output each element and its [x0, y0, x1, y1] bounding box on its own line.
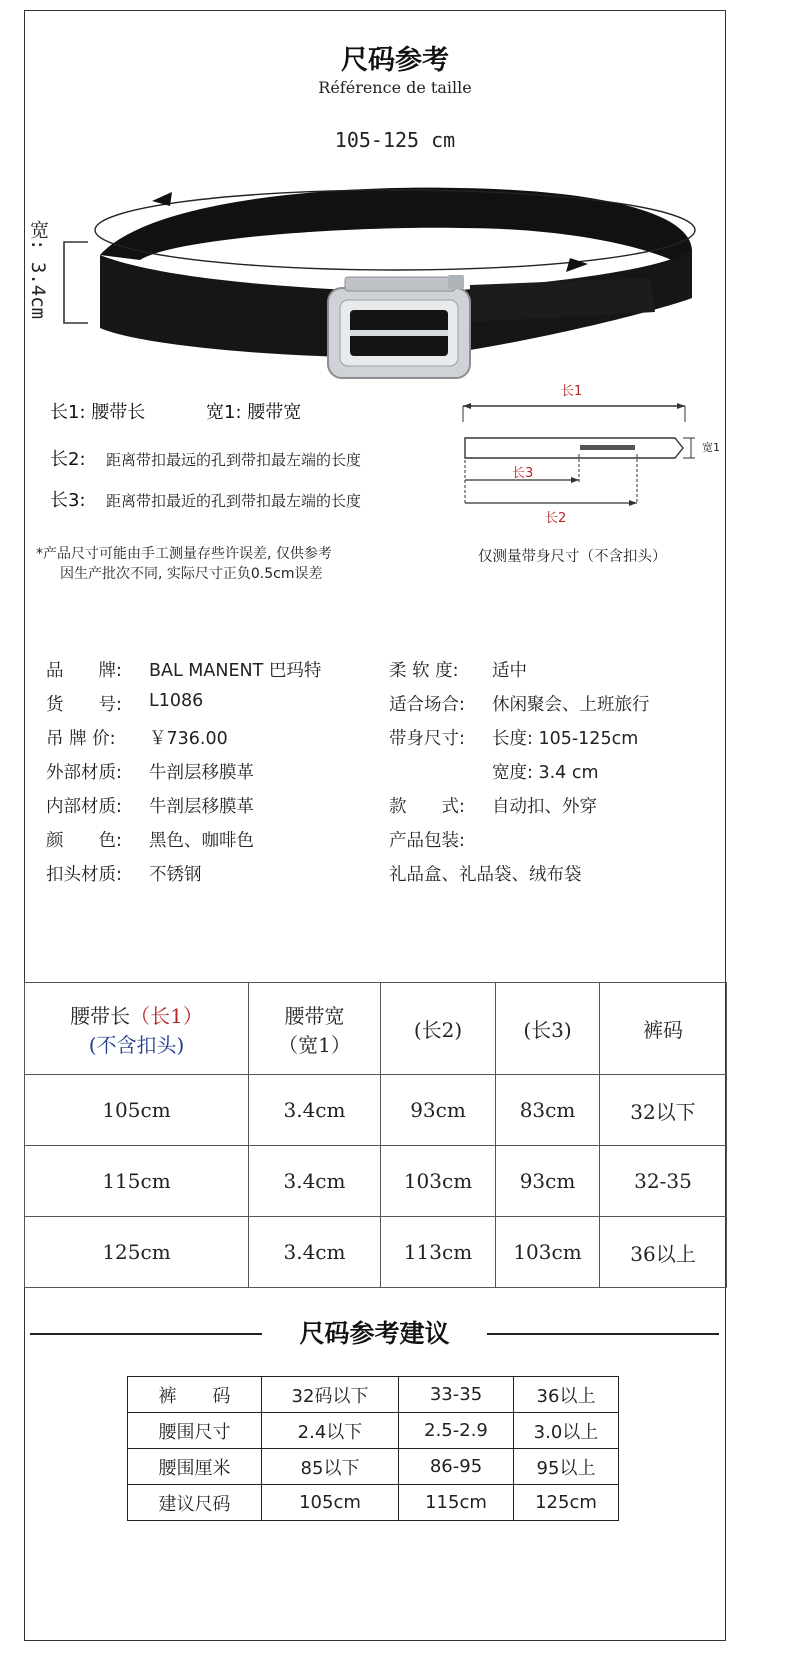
buckle-bar: [350, 330, 448, 336]
width-label: 宽: 3.4cm: [27, 220, 49, 320]
advice-cell: 裤 码: [128, 1377, 262, 1413]
table-header-row: [25, 983, 727, 1075]
advice-cell: 2.5-2.9: [399, 1413, 514, 1449]
def-l2-key: 长2:: [50, 449, 86, 470]
advice-cell: 建议尺码: [128, 1485, 262, 1521]
advice-cell: 36以上: [514, 1377, 619, 1413]
advice-title: 尺码参考建议: [299, 1319, 450, 1348]
spec-key: 扣头材质:: [46, 865, 122, 885]
table-row: [25, 1075, 727, 1146]
spec-value: 适中: [492, 661, 527, 681]
note-line-2: 因生产批次不同, 实际尺寸正负0.5cm误差: [60, 566, 323, 582]
arrow-head: [152, 192, 172, 206]
advice-cell: 95以上: [514, 1449, 619, 1485]
buckle-clip: [448, 275, 464, 289]
spec-value: 牛剖层移膜革: [149, 797, 254, 817]
strap-outline: [465, 438, 683, 458]
table-cell: 83cm: [496, 1075, 600, 1146]
spec-value: L1086: [149, 691, 204, 711]
spec-value: 牛剖层移膜革: [149, 763, 254, 783]
header-text: （长1）: [130, 1003, 203, 1028]
advice-row: [128, 1377, 619, 1413]
advice-cell: 33-35: [399, 1377, 514, 1413]
advice-cell: 105cm: [262, 1485, 399, 1521]
spec-value: 自动扣、外穿: [492, 797, 597, 817]
advice-row: [128, 1413, 619, 1449]
spec-value: ￥736.00: [149, 729, 228, 749]
belt-illustration: [0, 160, 790, 400]
header-text: 腰带宽: [284, 1003, 345, 1028]
buckle-top: [345, 277, 455, 291]
diagram-l1-label: 长1: [561, 384, 583, 399]
table-cell: 32-35: [600, 1146, 727, 1217]
table-row: [25, 1146, 727, 1217]
advice-cell: 125cm: [514, 1485, 619, 1521]
diagram-l3-label: 长3: [512, 466, 534, 481]
advice-table: [127, 1376, 619, 1521]
page-subtitle: Référence de taille: [318, 78, 472, 97]
advice-cell: 115cm: [399, 1485, 514, 1521]
advice-cell: 腰围尺寸: [128, 1413, 262, 1449]
advice-cell: 3.0以上: [514, 1413, 619, 1449]
advice-rule-left: [30, 1333, 262, 1335]
header-cell: 裤码: [600, 983, 727, 1075]
table-cell: 103cm: [381, 1146, 496, 1217]
table-cell: 32以下: [600, 1075, 727, 1146]
arrow-head: [566, 258, 588, 272]
spec-key: 吊 牌 价:: [46, 729, 116, 749]
advice-cell: 32码以下: [262, 1377, 399, 1413]
spec-key: 品 牌:: [46, 661, 122, 681]
header-cell: (长3): [496, 983, 600, 1075]
spec-key: 货 号:: [46, 695, 122, 715]
header-cell: [25, 983, 249, 1075]
table-cell: 103cm: [496, 1217, 600, 1288]
header-cell: (长2): [381, 983, 496, 1075]
advice-cell: 86-95: [399, 1449, 514, 1485]
size-table: [24, 982, 727, 1288]
strap-diagram: [455, 376, 735, 526]
header-cell: [249, 983, 381, 1075]
def-l3-text: 距离带扣最近的孔到带扣最左端的长度: [106, 492, 362, 510]
width-bracket: [64, 242, 88, 323]
table-cell: 93cm: [381, 1075, 496, 1146]
table-cell: 115cm: [25, 1146, 249, 1217]
advice-cell: 85以下: [262, 1449, 399, 1485]
spec-value: 不锈钢: [149, 865, 202, 885]
diagram-w1-label: 宽1: [702, 441, 720, 454]
table-cell: 3.4cm: [249, 1217, 381, 1288]
spec-key: 产品包装:: [389, 831, 465, 851]
table-cell: 105cm: [25, 1075, 249, 1146]
spec-value: 休闲聚会、上班旅行: [492, 695, 650, 715]
table-cell: 3.4cm: [249, 1075, 381, 1146]
length-range: 105-125 cm: [334, 128, 456, 152]
advice-cell: 2.4以下: [262, 1413, 399, 1449]
advice-row: [128, 1485, 619, 1521]
advice-row: [128, 1449, 619, 1485]
def-l3-key: 长3:: [50, 490, 86, 511]
spec-key: 款 式:: [389, 797, 465, 817]
spec-key: 柔 软 度:: [389, 661, 459, 681]
advice-cell: 腰围厘米: [128, 1449, 262, 1485]
page-title: 尺码参考: [341, 45, 449, 76]
table-cell: 3.4cm: [249, 1146, 381, 1217]
table-cell: 125cm: [25, 1217, 249, 1288]
table-cell: 113cm: [381, 1217, 496, 1288]
spec-key: 适合场合:: [389, 695, 465, 715]
header-text: 腰带长: [70, 1003, 131, 1028]
advice-rule-right: [487, 1333, 719, 1335]
spec-value: 宽度: 3.4 cm: [492, 763, 599, 783]
note-line-1: *产品尺寸可能由手工测量存些许误差, 仅供参考: [36, 546, 332, 562]
header-text: (不含扣头): [88, 1032, 185, 1057]
def-l1: 长1: 腰带长: [50, 402, 146, 423]
diagram-l2-label: 长2: [545, 511, 567, 526]
table-row: [25, 1217, 727, 1288]
table-cell: 36以上: [600, 1217, 727, 1288]
def-l2-text: 距离带扣最远的孔到带扣最左端的长度: [106, 451, 362, 469]
table-cell: 93cm: [496, 1146, 600, 1217]
spec-key: 带身尺寸:: [389, 729, 465, 749]
spec-key: 外部材质:: [46, 763, 122, 783]
spec-key: 颜 色:: [46, 831, 122, 851]
belt-front-left: [100, 255, 350, 357]
spec-key: 内部材质:: [46, 797, 122, 817]
strap-holes: [580, 445, 635, 450]
def-w1: 宽1: 腰带宽: [206, 402, 302, 423]
spec-value: BAL MANENT 巴玛特: [149, 661, 322, 681]
header-text: （宽1）: [278, 1032, 351, 1057]
diagram-caption: 仅测量带身尺寸（不含扣头）: [478, 549, 667, 565]
spec-value: 黑色、咖啡色: [149, 831, 254, 851]
spec-value: 长度: 105-125cm: [492, 729, 639, 749]
spec-value: 礼品盒、礼品袋、绒布袋: [389, 865, 582, 885]
